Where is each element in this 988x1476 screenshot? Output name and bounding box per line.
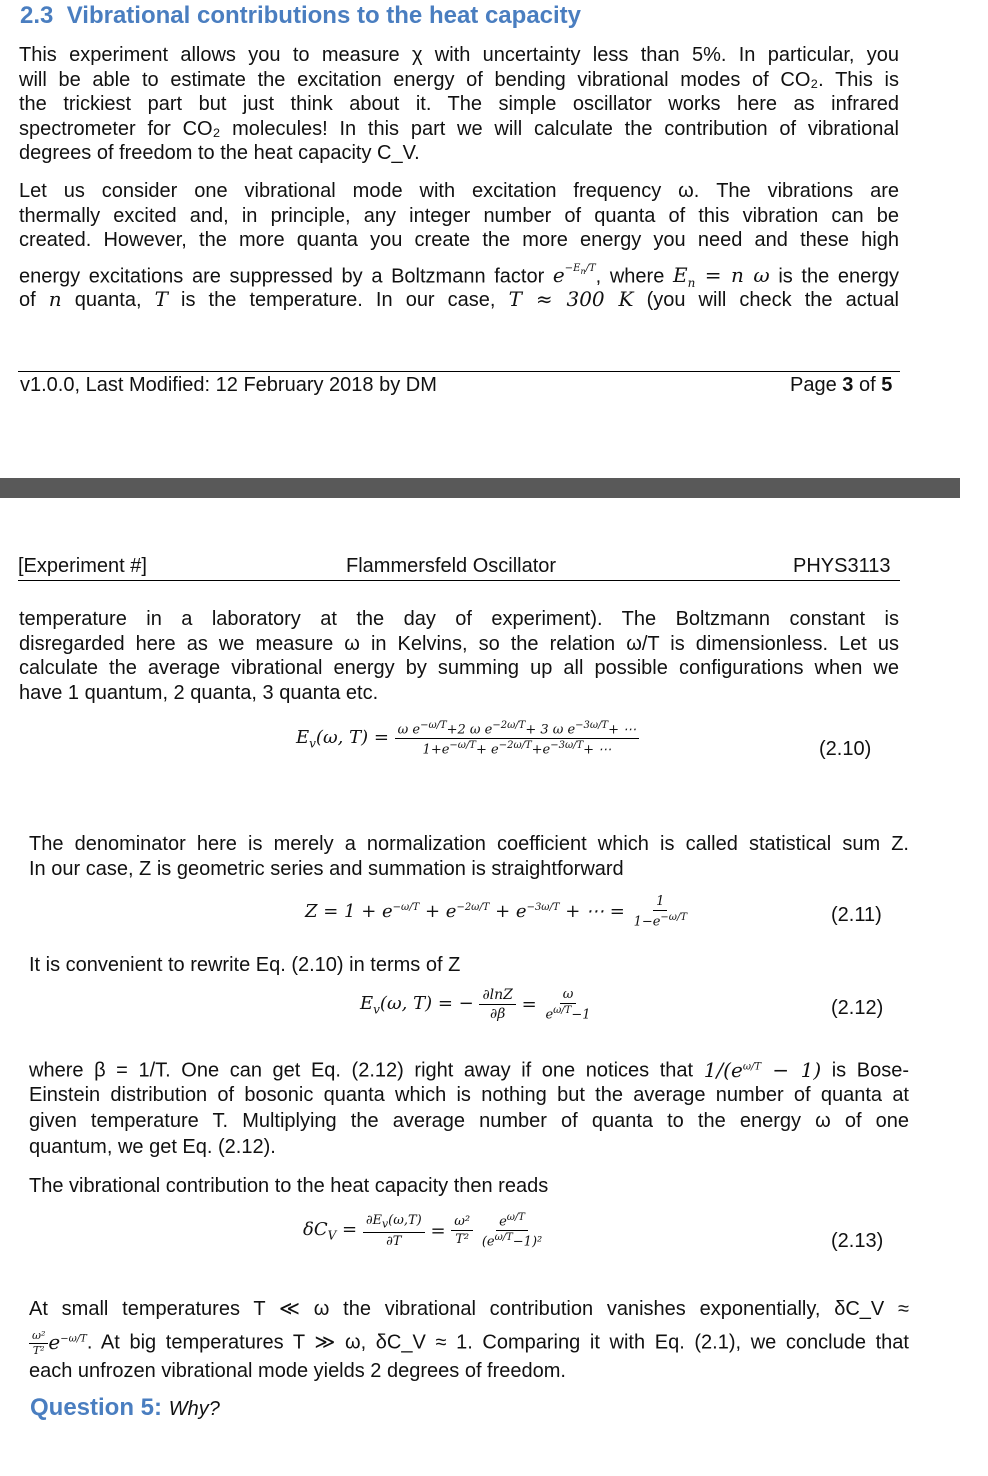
text-line: In our case, Z is geometric series and summation is straightforward	[29, 857, 624, 880]
text-fragment: is the temperature. In our case,	[181, 288, 496, 311]
footer-page	[790, 374, 892, 397]
section-title	[20, 2, 581, 30]
header-rule	[18, 580, 900, 581]
equation-number: (2.10)	[819, 738, 872, 760]
text-line: each unfrozen vibrational mode yields 2 degrees of freedom.	[29, 1360, 566, 1382]
text-fragment: . At big temperatures T ≫ ω, δC_V ≈ 1. Comparing it with Eq. (2.1), we conclude that	[86, 1331, 909, 1354]
text-fragment: where β = 1/T. One can get Eq. (2.12) right away if one notices that	[29, 1059, 694, 1082]
boltzmann-factor: $e^{-E_n/T}$	[552, 262, 596, 288]
equation-2-13: $\delta C_V$ = $\frac{\partial E_v(\omega,T)}{\partial T}$ = $\frac{\text{ω²}}{\text{T²}}$ $\frac{e^{\omega/T}}{(e^{\omega/T}-1)^2}$	[303, 1212, 543, 1250]
heat-capacity-intro	[29, 1174, 909, 1199]
equation-2-11: $Z = 1 + e^{-\omega/T} + e^{-2\omega/T} + e^{-3\omega/T}$ + ⋯ = $\frac{1}{1-e^{-\omega/T}}$	[305, 894, 687, 930]
text-line: The denominator here is merely a normalization coefficient which is called statistical sum Z.	[29, 833, 909, 855]
equation-number: (2.13)	[831, 1230, 884, 1252]
text-line	[19, 287, 899, 312]
text-line	[29, 1054, 909, 1082]
bose-einstein-formula: $1/(e^{\omega/T} - 1)$	[703, 1057, 822, 1082]
text-line: degrees of freedom to the heat capacity C_V.	[19, 142, 420, 165]
rewrite-paragraph	[29, 953, 909, 978]
text-line	[19, 253, 900, 291]
header-course: PHYS3113	[793, 555, 891, 577]
header-title: Flammersfeld Oscillator	[346, 555, 557, 577]
text-line: thermally excited and, in principle, any integer number of quanta of this vibration can be	[19, 204, 899, 227]
question-text: Why?	[168, 1398, 220, 1420]
text-line: quantum, we get Eq. (2.12).	[29, 1136, 276, 1158]
math-n: n	[48, 286, 62, 311]
page-separator	[0, 478, 960, 498]
intro-paragraph	[19, 43, 899, 166]
text-line: spectrometer for CO₂ molecules! In this part we will calculate the contribution of vibrational	[19, 117, 899, 140]
bose-einstein-paragraph	[29, 1054, 909, 1160]
math-T: T	[154, 286, 168, 311]
text-line: The vibrational contribution to the heat capacity then reads	[29, 1175, 549, 1197]
text-line: It is convenient to rewrite Eq. (2.10) in terms of Z	[29, 954, 461, 976]
question-5	[30, 1394, 220, 1422]
text-line: This experiment allows you to measure χ with uncertainty less than 5%. In particular, you	[19, 44, 899, 66]
text-line: calculate the average vibrational energy by summing up all possible configurations when we	[19, 657, 899, 680]
energy-formula: $E_n = n$ ω	[673, 263, 770, 291]
text-fragment: (you will check the actual	[646, 288, 900, 311]
text-fragment: is Bose-	[831, 1059, 910, 1082]
text-line: created. However, the more quanta you create the more energy you need and these high	[19, 229, 899, 252]
section-title-text: Vibrational contributions to the heat capacity	[66, 2, 582, 29]
text-fragment: quanta,	[74, 288, 142, 311]
text-line: have 1 quantum, 2 quanta, 3 quanta etc.	[19, 681, 379, 704]
text-fragment: is the energy	[778, 265, 900, 288]
header-experiment: [Experiment #]	[18, 555, 147, 577]
equation-2-10: $E_v(\omega$, T) = $\frac{\omega e^{-\omega/T}+2 \omega e^{-2\omega/T}+ 3 \omega e^{-3\omega/T}+ \cdots}{1+e^{-\omega/T}+ e^{-2\omega/T}+e^{-3\omega/T}+ \cdots}$	[296, 720, 639, 758]
text-line: temperature in a laboratory at the day of experiment). The Boltzmann constant is	[19, 608, 899, 630]
small-temperature-limit: $\frac{\text{ω²}}{\text{T²}}$ $e^{-\omega/T}$	[29, 1330, 87, 1354]
continuation-paragraph	[19, 607, 899, 705]
page-of: of	[858, 374, 876, 396]
limits-paragraph	[29, 1294, 909, 1386]
text-line: Let us consider one vibrational mode with excitation frequency ω. The vibrations are	[19, 180, 899, 202]
vibration-paragraph	[19, 179, 899, 311]
equation-number: (2.11)	[831, 904, 882, 926]
equation-2-12: $E_v(\omega$, T) = − $\frac{\partial\ln Z}{\partial\beta}$ = $\frac{\omega}{e^{\omega/T}-1}$	[360, 987, 591, 1023]
text-fragment: energy excitations are suppressed by a Boltzmann factor	[19, 265, 545, 288]
equation-number: (2.12)	[831, 997, 884, 1019]
text-line	[29, 1324, 909, 1356]
temperature-value: T ≈ 300 K	[508, 286, 634, 311]
text-line: will be able to estimate the excitation energy of bending vibrational modes of CO₂. This is	[19, 68, 899, 91]
page-total: 5	[881, 374, 893, 396]
text-line: given temperature T. Multiplying the average number of quanta to the energy ω of one	[29, 1110, 909, 1132]
text-line: disregarded here as we measure ω in Kelvins, so the relation ω/T is dimensionless. Let us	[19, 632, 899, 655]
footer-rule	[18, 371, 900, 372]
text-fragment: , where	[595, 265, 665, 288]
footer-version: v1.0.0, Last Modified: 12 February 2018 by DM	[20, 374, 437, 396]
text-line: Einstein distribution of bosonic quanta which is nothing but the average number of quanta at	[29, 1084, 909, 1106]
section-number: 2.3	[20, 2, 54, 29]
question-label: Question 5:	[30, 1394, 163, 1421]
text-line: At small temperatures T ≪ ω the vibrational contribution vanishes exponentially, δC_V ≈	[29, 1298, 909, 1320]
page-current: 3	[842, 374, 854, 396]
denominator-paragraph	[29, 832, 909, 881]
page-prefix: Page	[790, 374, 837, 396]
text-fragment: of	[19, 288, 36, 311]
text-line: the trickiest part but just think about it. The simple oscillator works here as infrared	[19, 93, 899, 116]
